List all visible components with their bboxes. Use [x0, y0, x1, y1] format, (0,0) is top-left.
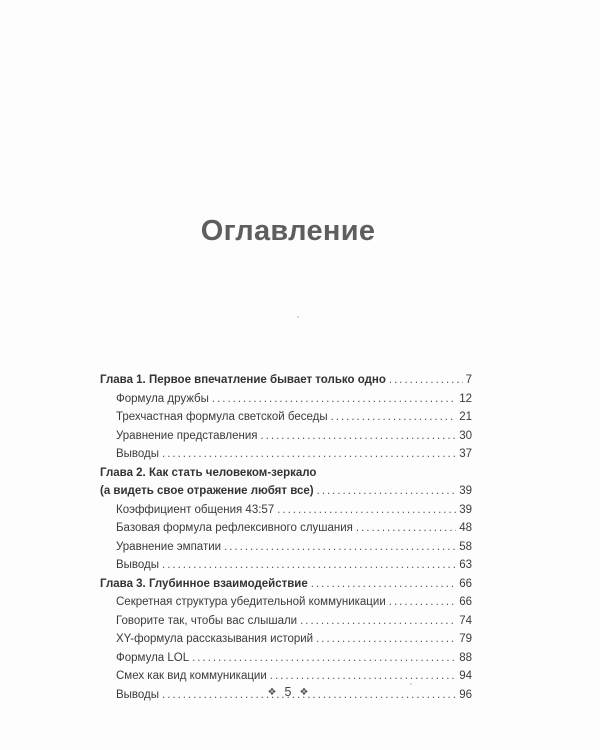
- toc-entry-label: Глава 2. Как стать человеком-зеркало: [100, 466, 317, 479]
- toc-entry-label: Формула дружбы: [116, 392, 209, 405]
- toc-dot-leader: [356, 519, 456, 538]
- toc-entry-label: Глава 1. Первое впечатление бывает только одно: [100, 374, 386, 386]
- toc-entry-label: Выводы: [116, 559, 160, 571]
- toc-section-entry: [100, 630, 472, 649]
- toc-section-entry: [100, 667, 472, 686]
- toc-entry-label: Уравнение эмпатии: [116, 540, 222, 553]
- toc-dot-leader: [212, 390, 456, 409]
- toc-dot-leader: [389, 371, 463, 390]
- toc-dot-leader: [270, 667, 456, 686]
- toc-section-entry: [100, 390, 472, 409]
- toc-section-entry: [100, 649, 472, 668]
- toc-dot-leader: [162, 556, 456, 575]
- toc-entry-label: Смех как вид коммуникации: [116, 670, 267, 682]
- toc-entry-page: 39: [459, 485, 472, 497]
- toc-entry-label: Выводы: [116, 448, 160, 460]
- toc-entry-label: Выводы: [116, 688, 160, 701]
- toc-entry-page: 74: [459, 614, 472, 627]
- toc-dot-leader: [316, 630, 456, 649]
- toc-entry-page: 63: [459, 559, 472, 571]
- toc-entry-page: 66: [459, 577, 472, 590]
- toc-entry-page: 88: [459, 651, 472, 664]
- toc-entry-page: 21: [459, 411, 472, 423]
- toc-section-entry: [100, 408, 472, 427]
- toc-entry-page: 79: [459, 633, 472, 645]
- scan-speck: [297, 316, 299, 318]
- toc-dot-leader: [261, 427, 457, 446]
- toc-entry-page: 58: [459, 540, 472, 553]
- toc-entry-label: Базовая формула рефлексивного слушания: [116, 522, 353, 534]
- toc-dot-leader: [389, 593, 456, 612]
- toc-dot-leader: [162, 445, 456, 464]
- toc-chapter-entry: [100, 371, 472, 390]
- page-title: Оглавление: [200, 215, 376, 248]
- page-number: 5: [284, 685, 292, 699]
- toc-dot-leader: [300, 612, 456, 631]
- toc-chapter-entry: [100, 482, 472, 501]
- toc-entry-page: 96: [459, 688, 472, 701]
- toc-entry-page: 94: [459, 670, 472, 682]
- toc-section-entry: [100, 556, 472, 575]
- toc-dot-leader: [317, 482, 457, 501]
- toc-dot-leader: [277, 501, 456, 520]
- toc-entry-label: Глава 3. Глубинное взаимодействие: [100, 577, 308, 590]
- toc-entry-label: Коэффициент общения 43:57: [116, 503, 275, 516]
- scan-speck: [410, 683, 412, 685]
- toc-dot-leader: [192, 649, 456, 668]
- toc-entry-page: 37: [459, 448, 472, 460]
- toc-dot-leader: [331, 408, 457, 427]
- toc-entry-page: 7: [465, 374, 472, 386]
- toc-entry-page: 39: [459, 503, 472, 516]
- toc-entry-page: 30: [459, 429, 472, 442]
- toc-section-entry: [100, 445, 472, 464]
- toc-entry-label: Трехчастная формула светской беседы: [116, 411, 328, 423]
- page-footer: [0, 685, 576, 699]
- toc-entry-page: 48: [459, 522, 472, 534]
- toc-entry-label: Уравнение представления: [116, 429, 258, 442]
- toc-chapter-entry: [100, 575, 472, 594]
- toc-dot-leader: [224, 538, 456, 557]
- toc-chapter-entry: [100, 464, 472, 483]
- toc-entry-page: 12: [459, 392, 472, 405]
- toc-section-entry: [100, 538, 472, 557]
- toc-entry-page: 66: [459, 596, 472, 608]
- toc-section-entry: [100, 501, 472, 520]
- toc-entry-label: Формула LOL: [116, 651, 190, 664]
- toc-entry-label: XY-формула рассказывания историй: [116, 633, 314, 645]
- toc-dot-leader: [311, 575, 456, 594]
- toc-section-entry: [100, 612, 472, 631]
- toc-section-entry: [100, 427, 472, 446]
- toc-entry-label: Говорите так, чтобы вас слышали: [116, 614, 298, 627]
- toc-entry-label: (а видеть свое отражение любят все): [100, 485, 314, 497]
- toc-section-entry: [100, 593, 472, 612]
- toc-section-entry: [100, 519, 472, 538]
- toc-entry-label: Секретная структура убедительной коммуникации: [116, 596, 386, 608]
- ornament-right-icon: ❖: [299, 687, 309, 698]
- ornament-left-icon: ❖: [267, 687, 277, 698]
- table-of-contents: [100, 371, 472, 704]
